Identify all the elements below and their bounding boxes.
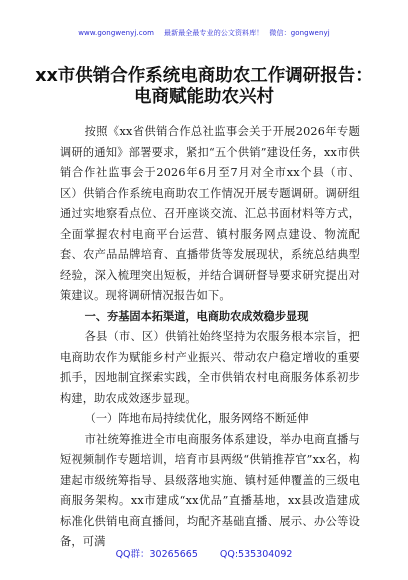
page-header <box>0 28 408 38</box>
subsection-1-heading: （一）阵地布局持续优化，服务网络不断延伸 <box>84 412 309 425</box>
title-line-2: 电商赋能助农兴村 <box>134 87 274 107</box>
document-title <box>24 66 384 108</box>
section-1-heading: 一、夯基固本拓渠道，电商助农成效稳步显现 <box>84 309 309 323</box>
document-body <box>60 122 360 553</box>
title-line-1: xx市供销合作系统电商助农工作调研报告： <box>35 66 373 86</box>
section-1-paragraph: 各县（市、区）供销社始终坚持为农服务根本宗旨，把电商助农作为赋能乡村产业振兴、带动农户稳定增收的重要抓手，因地制宜探索实践，全市供销农村电商服务体系初步构建，助农成效逐步显现。 <box>60 330 360 405</box>
footer-qq-group: QQ群：30265665 <box>115 549 198 560</box>
header-wechat: 微信：gongwenyj <box>269 29 330 37</box>
header-slogan: 最新最全最专业的公文资料库！ <box>164 29 264 37</box>
subsection-1-paragraph: 市社统筹推进全市电商服务体系建设，举办电商直播与短视频制作专题培训，培育市县两级“供销推荐官”xx名，构建起市级统筹指导、县级落地实施、镇村延伸覆盖的三级电商服务架构。xx市建成“xx优品”直播基地，xx县改造建成标准化供销电商直播间，均配齐基础直播、展示、办公等设备，可满 <box>60 432 360 548</box>
page-footer <box>0 546 408 560</box>
header-site-link[interactable]: www.gongwenyj.com <box>78 29 154 37</box>
footer-qq: QQ:535304092 <box>219 549 293 560</box>
intro-paragraph: 按照《xx省供销合作总社监事会关于开展2026年专题调研的通知》部署要求，紧扣“五个供销”建设任务，xx市供销合作社监事会于2026年6月至7月对全市xx个县（市、区）供销合作系统电商助农工作情况开展专题调研。调研组通过实地察看点位、召开座谈交流、汇总书面材料等方式，全面掌握农村电商平台运营、镇村服务网点建设、物流配套、农产品品牌培育、直播带货等发展现状，系统总结典型经验，深入梳理突出短板，并结合调研督导要求研究提出对策建议。现将调研情况报告如下。 <box>60 125 360 302</box>
